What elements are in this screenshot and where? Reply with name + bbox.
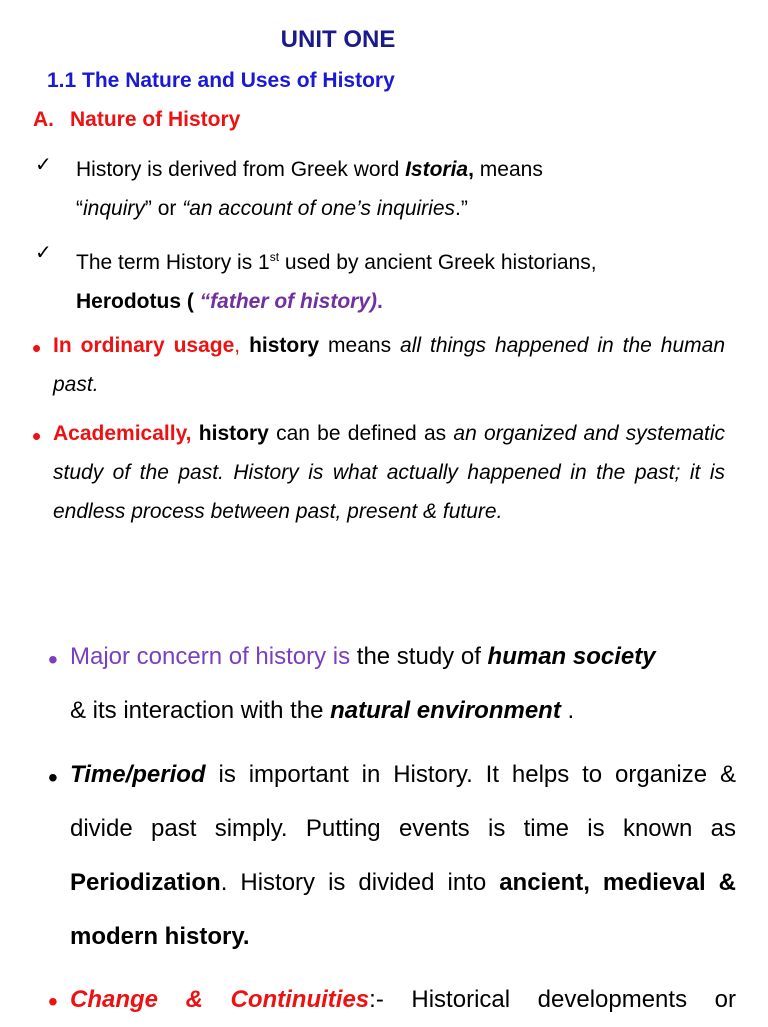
bullet-change-continuities: Change & Continuities:- Historical developments or: [70, 986, 736, 1013]
section-a-label: Nature of History: [70, 108, 241, 131]
section-a-heading: [33, 108, 240, 132]
check-item-1: History is derived from Greek word Istoria, means “inquiry” or “an account of one’s inquiries.”: [76, 158, 543, 220]
bullet-icon: •: [32, 421, 42, 451]
greek-word: Istoria: [405, 158, 469, 181]
section-a-marker: A.: [33, 108, 54, 131]
herodotus: Herodotus: [76, 290, 181, 313]
bullet-icon: •: [48, 644, 58, 675]
check-item-2: The term History is 1st used by ancient Greek historians, Herodotus ( “father of history).: [76, 250, 597, 313]
section-subtitle: 1.1 The Nature and Uses of History: [47, 69, 395, 92]
checkmark-icon: ✓: [35, 154, 52, 176]
page-title: UNIT ONE: [280, 26, 396, 53]
bullet-academically: Academically, history can be defined as an organized and systematic study of the past. History is what actually happened in the past; it is endless process between past, present & future.: [53, 422, 725, 523]
bullet-time-period: Time/period is important in History. It helps to organize & divide past simply. Putting events is time is known as Periodization. History is divided into ancient, medieval & modern history.: [70, 761, 736, 950]
bullet-ordinary-usage: In ordinary usage, history means all things happened in the human past.: [53, 334, 726, 396]
bullet-icon: •: [48, 986, 58, 1017]
bullet-icon: •: [48, 762, 58, 793]
bullet-icon: •: [32, 333, 42, 363]
bullet-major-concern: Major concern of history is the study of human society & its interaction with the natural environment .: [70, 643, 656, 724]
checkmark-icon: ✓: [35, 242, 52, 264]
